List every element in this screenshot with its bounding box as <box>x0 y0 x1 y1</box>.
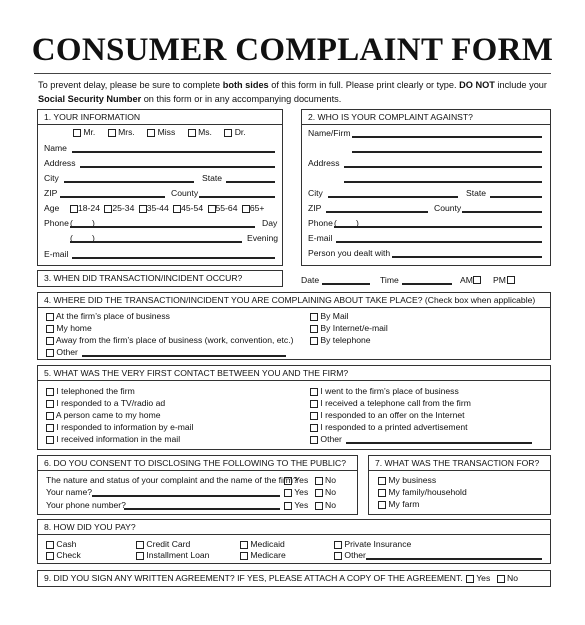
contact-printed-checkbox[interactable] <box>310 424 318 432</box>
intro-part: To prevent delay, please be sure to complete <box>38 80 223 90</box>
section-6-header: 6. DO YOU CONSENT TO DISCLOSING THE FOLLOWING TO THE PUBLIC? <box>44 458 346 468</box>
consent-phone-no-label: No <box>325 500 337 510</box>
pay-other-label: Other <box>344 550 366 560</box>
contact-printed-label: I responded to a printed advertisement <box>320 422 468 432</box>
email-label: E-mail <box>44 249 69 259</box>
consent-nature-yes-checkbox[interactable] <box>284 477 292 485</box>
transaction-business-option <box>378 475 436 486</box>
contact-mail-checkbox[interactable] <box>46 436 54 444</box>
place-mail-option <box>310 311 349 322</box>
firm-email-label: E-mail <box>308 233 333 243</box>
am-label: AM <box>460 275 473 285</box>
pay-installment-option <box>136 550 209 561</box>
section-4-header-rule <box>37 307 551 308</box>
contact-went-option <box>310 386 459 397</box>
consent-nature-no-label: No <box>325 475 337 485</box>
section-1-header-rule <box>37 124 283 125</box>
place-away-label: Away from the firm’s place of business (work, convention, etc.) <box>55 335 294 345</box>
transaction-business-checkbox[interactable] <box>378 477 386 485</box>
intro-text <box>38 78 558 106</box>
place-telephone-label: By telephone <box>320 335 371 345</box>
place-away-checkbox[interactable] <box>46 337 54 345</box>
intro-part: include your <box>494 80 547 90</box>
place-other-option <box>46 347 78 358</box>
consent-nature-no-checkbox[interactable] <box>315 477 323 485</box>
contact-went-checkbox[interactable] <box>310 388 318 396</box>
firm-county-field[interactable] <box>462 211 542 213</box>
pay-medicare-checkbox[interactable] <box>240 552 248 560</box>
age-label: Age <box>44 203 60 213</box>
section-1-header: 1. YOUR INFORMATION <box>44 112 141 122</box>
pay-cash-option <box>46 539 76 550</box>
agreement-yes-checkbox[interactable] <box>466 575 474 583</box>
place-home-checkbox[interactable] <box>46 325 54 333</box>
consent-nature-options <box>284 475 336 486</box>
date-label: Date <box>301 275 320 285</box>
consent-phone-no-checkbox[interactable] <box>315 502 323 510</box>
consent-name-no-checkbox[interactable] <box>315 489 323 497</box>
place-mail-checkbox[interactable] <box>310 313 318 321</box>
pm-label: PM <box>493 275 506 285</box>
pay-other-field[interactable] <box>366 558 542 560</box>
section-2-header-rule <box>301 124 551 125</box>
age-label-4: 45-54 <box>181 203 204 213</box>
pay-private-label: Private Insurance <box>344 539 412 549</box>
consent-phone-yes-label: Yes <box>294 500 309 510</box>
place-home-option <box>46 323 92 334</box>
address-field[interactable] <box>80 166 275 168</box>
contact-other-checkbox[interactable] <box>310 436 318 444</box>
firm-city-label: City <box>308 188 323 198</box>
pay-other-checkbox[interactable] <box>334 552 342 560</box>
contact-tv-checkbox[interactable] <box>46 400 54 408</box>
age-label-1: 18-24 <box>78 203 100 213</box>
place-away-option <box>46 335 293 346</box>
phone-evening-field[interactable] <box>70 241 242 243</box>
time-field[interactable] <box>402 283 452 285</box>
title-mrs-checkbox[interactable] <box>108 129 116 137</box>
title-mrs-label: Mrs. <box>118 127 135 137</box>
place-other-label: Other <box>56 347 78 357</box>
place-internet-label: By Internet/e-mail <box>320 323 388 333</box>
contact-email-option <box>46 422 193 433</box>
consent-name-label: Your name? <box>46 487 93 497</box>
age-35-44-checkbox[interactable] <box>139 205 147 213</box>
section-5-header-rule <box>37 380 551 381</box>
phone-day-paren: ( ) <box>70 218 95 228</box>
firm-phone-field[interactable] <box>334 226 542 228</box>
pay-installment-checkbox[interactable] <box>136 552 144 560</box>
pay-credit-label: Credit Card <box>146 539 191 549</box>
contact-home-checkbox[interactable] <box>46 412 54 420</box>
firm-county-label: County <box>434 203 462 213</box>
firm-zip-label: ZIP <box>308 203 322 213</box>
contact-tv-label: I responded to a TV/radio ad <box>56 398 166 408</box>
contact-call-label: I received a telephone call from the firm <box>320 398 471 408</box>
consent-name-field[interactable] <box>92 495 280 497</box>
transaction-family-label: My family/household <box>388 487 467 497</box>
pay-check-label: Check <box>56 550 81 560</box>
firm-field[interactable] <box>352 136 542 138</box>
consent-name-no-label: No <box>325 487 337 497</box>
pay-installment-label: Installment Loan <box>146 550 210 560</box>
county-label: County <box>171 188 199 198</box>
pay-cash-label: Cash <box>56 539 77 549</box>
title-ms-label: Ms. <box>198 127 212 137</box>
contact-went-label: I went to the firm’s place of business <box>320 386 459 396</box>
consent-phone-label: Your phone number? <box>46 500 126 510</box>
firm-email-field[interactable] <box>336 241 542 243</box>
age-label-2: 25-34 <box>112 203 135 213</box>
city-field[interactable] <box>64 181 194 183</box>
intro-bold: both sides <box>222 80 269 90</box>
form-title: CONSUMER COMPLAINT FORM <box>31 32 554 68</box>
zip-label: ZIP <box>44 188 58 198</box>
contact-telephoned-label: I telephoned the firm <box>56 386 135 396</box>
contact-mail-option <box>46 434 180 445</box>
firm-phone-label: Phone <box>308 218 333 228</box>
pay-medicare-option <box>240 550 286 561</box>
section-8-header-rule <box>37 534 551 535</box>
contact-call-checkbox[interactable] <box>310 400 318 408</box>
title-ms-checkbox[interactable] <box>188 129 196 137</box>
contact-telephoned-option <box>46 386 135 397</box>
firm-state-label: State <box>466 188 487 198</box>
person-label: Person you dealt with <box>308 248 391 258</box>
firm-phone-paren: ( ) <box>334 218 359 228</box>
consent-nature-yes-label: Yes <box>294 475 309 485</box>
pay-cash-checkbox[interactable] <box>46 541 54 549</box>
phone-evening-paren: ( ) <box>70 233 95 243</box>
name-field[interactable] <box>72 151 275 153</box>
age-18-24-checkbox[interactable] <box>70 205 78 213</box>
pay-medicare-label: Medicare <box>250 550 286 560</box>
title-options <box>73 127 246 138</box>
contact-call-option <box>310 398 471 409</box>
title-miss-label: Miss <box>157 127 176 137</box>
section-5-header: 5. WHAT WAS THE VERY FIRST CONTACT BETWEEN YOU AND THE FIRM? <box>44 368 349 378</box>
zip-field[interactable] <box>60 196 165 198</box>
place-mail-label: By Mail <box>320 311 349 321</box>
contact-home-option <box>46 410 161 421</box>
section-3-header: 3. WHEN DID TRANSACTION/INCIDENT OCCUR? <box>44 273 243 283</box>
contact-email-label: I responded to information by e-mail <box>56 422 194 432</box>
age-45-54-checkbox[interactable] <box>173 205 181 213</box>
section-8-header: 8. HOW DID YOU PAY? <box>44 522 136 532</box>
section-4-header: 4. WHERE DID THE TRANSACTION/INCIDENT YOU ARE COMPLAINING ABOUT TAKE PLACE? (Check box when applicable) <box>44 295 536 305</box>
title-dr-label: Dr. <box>234 127 246 137</box>
intro-part: on this form or in any accompanying documents. <box>141 94 342 104</box>
firm-address-field-2[interactable] <box>344 181 542 183</box>
transaction-family-checkbox[interactable] <box>378 489 386 497</box>
pay-medicaid-label: Medicaid <box>250 539 285 549</box>
contact-email-checkbox[interactable] <box>46 424 54 432</box>
title-mr-label: Mr. <box>83 127 96 137</box>
title-miss-checkbox[interactable] <box>147 129 155 137</box>
contact-telephoned-checkbox[interactable] <box>46 388 54 396</box>
consent-name-yes-label: Yes <box>294 487 309 497</box>
contact-internet-checkbox[interactable] <box>310 412 318 420</box>
intro-bold: Social Security Number <box>38 94 142 104</box>
age-label-5: 55-64 <box>215 203 238 213</box>
place-other-checkbox[interactable] <box>46 349 54 357</box>
intro-bold: DO NOT <box>459 80 495 90</box>
transaction-farm-label: My farm <box>388 499 420 509</box>
section-6-header-rule <box>37 470 358 471</box>
place-firm-label: At the firm’s place of business <box>55 311 170 321</box>
age-65-plus-checkbox[interactable] <box>242 205 250 213</box>
place-firm-checkbox[interactable] <box>46 313 54 321</box>
consent-name-yes-checkbox[interactable] <box>284 489 292 497</box>
section-7-header-rule <box>368 470 551 471</box>
place-internet-checkbox[interactable] <box>310 325 318 333</box>
pay-private-option <box>334 539 411 550</box>
place-other-field[interactable] <box>82 355 286 357</box>
contact-home-label: A person came to my home <box>55 410 161 420</box>
intro-part: of this form in full. Please print clearly or type. <box>268 80 460 90</box>
am-checkbox[interactable] <box>473 276 481 284</box>
phone-day-field[interactable] <box>70 226 255 228</box>
contact-other-label: Other <box>320 434 342 444</box>
title-dr-checkbox[interactable] <box>224 129 232 137</box>
state-label: State <box>202 173 223 183</box>
contact-tv-option <box>46 398 165 409</box>
age-label-6: 65+ <box>249 203 265 213</box>
city-label: City <box>44 173 59 183</box>
time-label: Time <box>380 275 399 285</box>
section-2-header: 2. WHO IS YOUR COMPLAINT AGAINST? <box>308 112 473 122</box>
consent-phone-field[interactable] <box>124 508 280 510</box>
contact-internet-label: I responded to an offer on the Internet <box>320 410 465 420</box>
address-label: Address <box>44 158 76 168</box>
place-internet-option <box>310 323 388 334</box>
firm-zip-field[interactable] <box>326 211 428 213</box>
section-9-header: 9. DID YOU SIGN ANY WRITTEN AGREEMENT? IF YES, PLEASE ATTACH A COPY OF THE AGREEMENT. <box>44 573 463 583</box>
person-field[interactable] <box>392 256 542 258</box>
pay-other-option <box>334 550 366 561</box>
pay-private-checkbox[interactable] <box>334 541 342 549</box>
firm-label: Name/Firm <box>308 128 351 138</box>
consent-name-options <box>284 487 336 498</box>
consent-phone-options <box>284 500 336 511</box>
agreement-options <box>466 573 518 584</box>
title-rule <box>34 73 551 74</box>
transaction-business-label: My business <box>388 475 437 485</box>
transaction-family-option <box>378 487 467 498</box>
place-telephone-checkbox[interactable] <box>310 337 318 345</box>
age-options <box>70 203 264 214</box>
contact-printed-option <box>310 422 468 433</box>
place-firm-option <box>46 311 170 322</box>
evening-label: Evening <box>247 233 279 243</box>
firm-field-2[interactable] <box>352 151 542 153</box>
contact-mail-label: I received information in the mail <box>56 434 181 444</box>
agreement-yes-label: Yes <box>476 573 491 583</box>
age-label-3: 35-44 <box>146 203 169 213</box>
pay-credit-checkbox[interactable] <box>136 541 144 549</box>
consent-phone-yes-checkbox[interactable] <box>284 502 292 510</box>
title-mr-checkbox[interactable] <box>73 129 81 137</box>
firm-city-field[interactable] <box>328 196 458 198</box>
date-field[interactable] <box>322 283 370 285</box>
pay-check-option <box>46 550 81 561</box>
age-55-64-checkbox[interactable] <box>208 205 216 213</box>
contact-other-field[interactable] <box>346 442 532 444</box>
phone-label: Phone <box>44 218 69 228</box>
firm-state-field[interactable] <box>490 196 542 198</box>
transaction-farm-checkbox[interactable] <box>378 501 386 509</box>
place-home-label: My home <box>56 323 92 333</box>
agreement-no-checkbox[interactable] <box>497 575 505 583</box>
firm-address-label: Address <box>308 158 340 168</box>
pm-checkbox[interactable] <box>507 276 515 284</box>
place-telephone-option <box>310 335 371 346</box>
name-label: Name <box>44 143 67 153</box>
pay-credit-option <box>136 539 190 550</box>
transaction-farm-option <box>378 499 419 510</box>
contact-other-option <box>310 434 342 445</box>
pay-medicaid-checkbox[interactable] <box>240 541 248 549</box>
section-7-header: 7. WHAT WAS THE TRANSACTION FOR? <box>375 458 540 468</box>
pay-check-checkbox[interactable] <box>46 552 54 560</box>
state-field[interactable] <box>226 181 275 183</box>
consent-nature-label: The nature and status of your complaint and the name of the firm? <box>46 475 298 485</box>
firm-address-field[interactable] <box>344 166 542 168</box>
email-field[interactable] <box>72 257 275 259</box>
contact-internet-option <box>310 410 465 421</box>
pay-medicaid-option <box>240 539 285 550</box>
day-label: Day <box>262 218 278 228</box>
agreement-no-label: No <box>507 573 519 583</box>
county-field[interactable] <box>199 196 275 198</box>
